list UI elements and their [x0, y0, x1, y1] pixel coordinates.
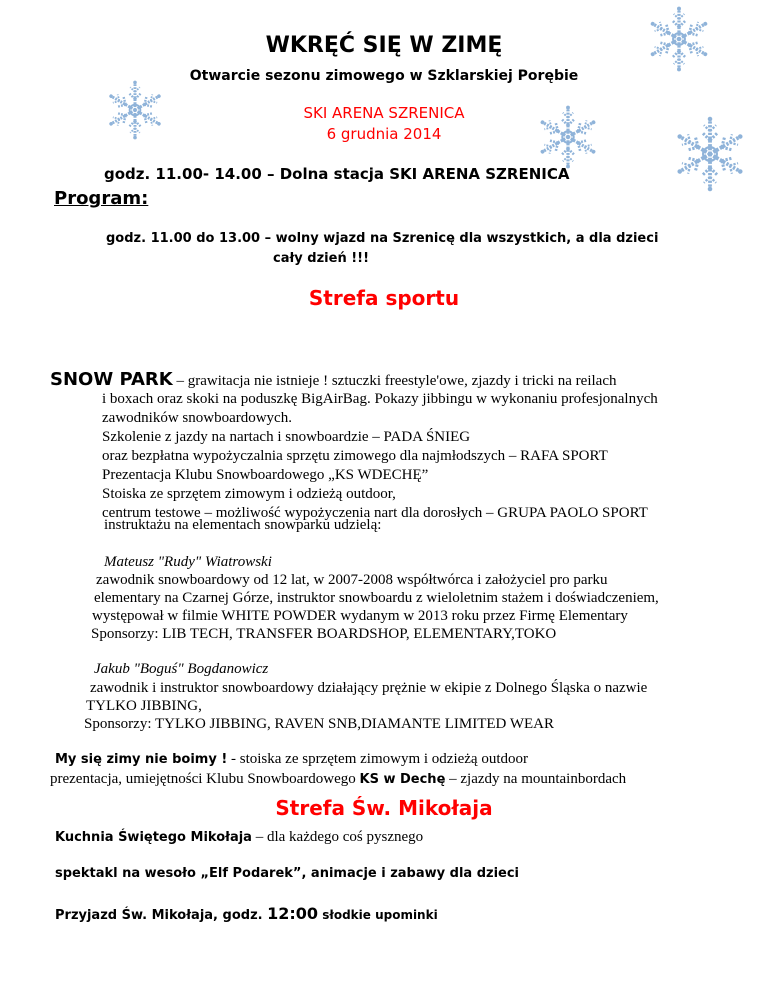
- club-post: – zjazdy na mountainbordach: [445, 771, 627, 787]
- instructor-2-line: TYLKO JIBBING,: [86, 698, 202, 714]
- subtitle: Otwarcie sezonu zimowego w Szklarskiej Porębie: [189, 68, 579, 84]
- sport-line: Prezentacja Klubu Snowboardowego „KS WDECHĘ”: [102, 467, 429, 483]
- instructor-1-line: zawodnik snowboardowy od 12 lat, w 2007-2008 współtwórca i założyciel pro parku: [96, 572, 608, 588]
- venue-name: SKI ARENA SZRENICA: [303, 104, 465, 122]
- winter-line: [55, 750, 528, 768]
- sport-line: centrum testowe – możliwość wypożyczenia nart dla dorosłych – GRUPA PAOLO SPORT: [102, 505, 648, 521]
- club-line: [50, 770, 626, 788]
- event-hours: godz. 11.00- 14.00 – Dolna stacja SKI ARENA SZRENICA: [104, 165, 570, 183]
- sport-line: zawodników snowboardowych.: [102, 410, 292, 426]
- arrival-pre: Przyjazd Św. Mikołaja, godz.: [55, 908, 268, 923]
- instructors-intro: instruktażu na elementach snowparku udzielą:: [104, 517, 382, 533]
- snow-park-line: [50, 369, 617, 390]
- snow-park-label: SNOW PARK: [50, 369, 173, 390]
- instructor-2-sponsors: Sponsorzy: TYLKO JIBBING, RAVEN SNB,DIAMANTE LIMITED WEAR: [84, 716, 554, 732]
- instructor-1-sponsors: Sponsorzy: LIB TECH, TRANSFER BOARDSHOP, ELEMENTARY,TOKO: [91, 626, 557, 642]
- arrival-post: słodkie upominki: [318, 908, 438, 922]
- sport-line: i boxach oraz skoki na poduszkę BigAirBag. Pokazy jibbingu w wykonaniu profesjonalnych: [102, 391, 658, 407]
- arrival-time: 12:00: [267, 904, 319, 923]
- program-line-1: godz. 11.00 do 13.00 – wolny wjazd na Szrenicę dla wszystkich, a dla dzieci: [106, 231, 659, 246]
- instructor-1-line: występował w filmie WHITE POWDER wydanym w 2013 roku przez Firmę Elementary: [92, 608, 628, 624]
- instructor-1-name: Mateusz "Rudy" Wiatrowski: [104, 554, 272, 570]
- instructor-2-line: zawodnik i instruktor snowboardowy działający prężnie w ekipie z Dolnego Śląska o nazwie: [90, 680, 648, 696]
- santa-heading: Strefa Św. Mikołaja: [275, 796, 493, 820]
- winter-bold: My się zimy nie boimy !: [55, 752, 228, 767]
- instructor-2-name: Jakub "Boguś" Bogdanowicz: [94, 661, 269, 677]
- page-title: WKRĘĆ SIĘ W ZIMĘ: [265, 33, 503, 58]
- program-heading: Program:: [54, 188, 149, 209]
- kitchen-text: – dla każdego coś pysznego: [251, 829, 424, 845]
- sport-list: [102, 390, 658, 523]
- club-pre: prezentacja, umiejętności Klubu Snowboardowego: [50, 771, 360, 787]
- sport-line: Stoiska ze sprzętem zimowym i odzieżą outdoor,: [102, 486, 396, 502]
- show-line: spektakl na wesoło „Elf Podarek”, animacje i zabawy dla dzieci: [55, 866, 520, 881]
- program-line-2: cały dzień !!!: [273, 251, 370, 266]
- club-bold: KS w Dechę: [359, 772, 446, 787]
- winter-text: - stoiska ze sprzętem zimowym i odzieżą outdoor: [227, 751, 529, 767]
- event-date: 6 grudnia 2014: [326, 125, 442, 143]
- snow-park-text: – grawitacja nie istnieje ! sztuczki freestyle'owe, zjazdy i tricki na reilach: [172, 373, 617, 389]
- kitchen-bold: Kuchnia Świętego Mikołaja: [55, 830, 252, 845]
- sport-line: Szkolenie z jazdy na nartach i snowboardzie – PADA ŚNIEG: [102, 429, 471, 445]
- sport-line: oraz bezpłatna wypożyczalnia sprzętu zimowego dla najmłodszych – RAFA SPORT: [102, 448, 608, 464]
- instructor-1-line: elementary na Czarnej Górze, instruktor snowboardu z wieloletnim stażem i doświadczeniem,: [94, 590, 659, 606]
- kitchen-line: [55, 828, 423, 846]
- arrival-line: [55, 904, 438, 924]
- sport-heading: Strefa sportu: [308, 286, 460, 310]
